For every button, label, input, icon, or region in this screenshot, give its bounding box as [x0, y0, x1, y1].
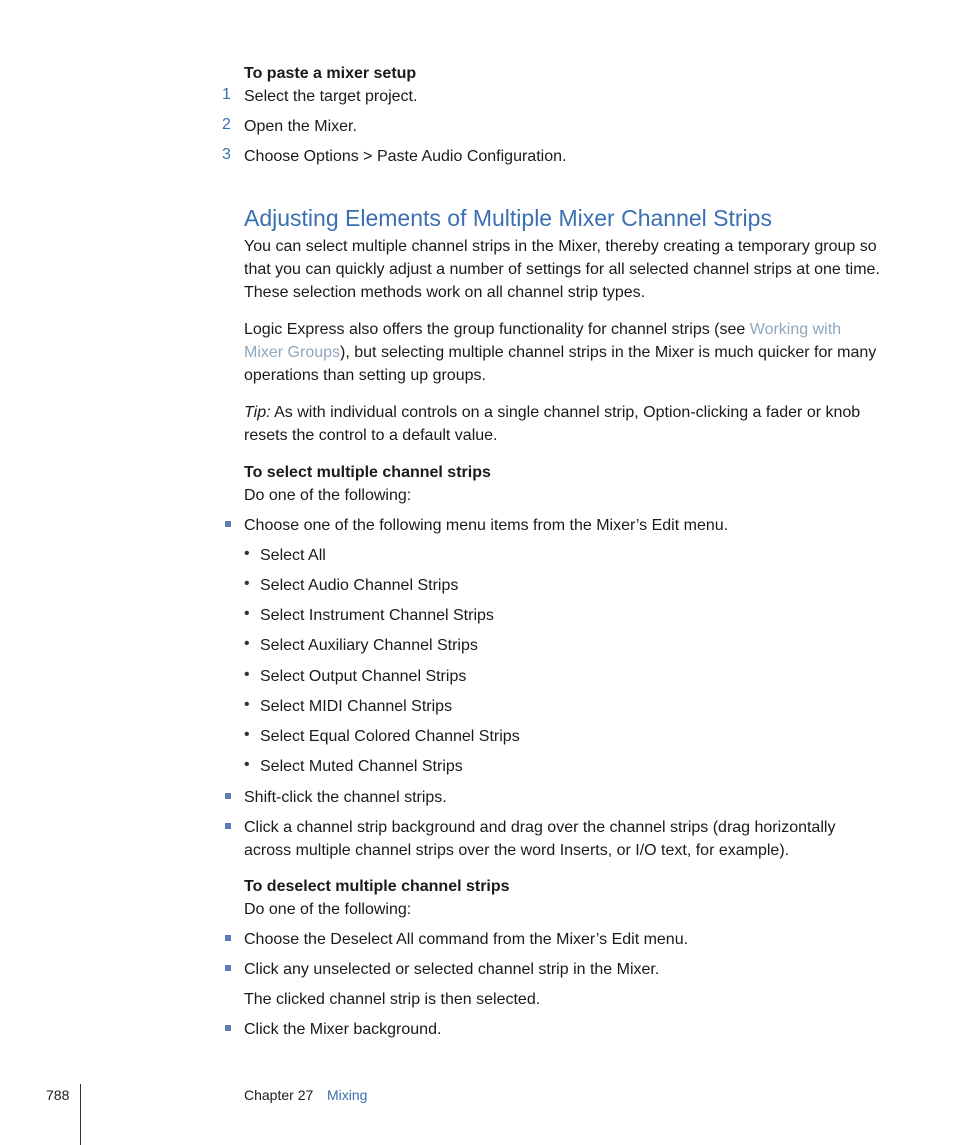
tip-label: Tip: — [244, 404, 271, 421]
intro-paragraph: You can select multiple channel strips in the Mixer, thereby creating a temporary group so that you can quickly adjust a number of settings for all selected channel strips at one time. These selection methods work on all channel strip types. — [244, 238, 880, 301]
bullet-square-icon — [225, 521, 231, 527]
page-number: 788 — [46, 1087, 70, 1103]
step-number: 2 — [222, 116, 231, 133]
bullet-square-icon — [225, 965, 231, 971]
step-number: 1 — [222, 86, 231, 103]
groups-paragraph-text-end: ), but selecting multiple channel strips in the Mixer is much quicker for many operations than setting up groups. — [244, 344, 877, 384]
menu-item-select-equal-colored: Select Equal Colored Channel Strips — [260, 728, 520, 745]
menu-item-select-instrument: Select Instrument Channel Strips — [260, 607, 494, 624]
footer-divider — [80, 1084, 81, 1145]
menu-item-select-muted: Select Muted Channel Strips — [260, 758, 463, 775]
tip-text: As with individual controls on a single channel strip, Option-clicking a fader or knob resets the control to a default value. — [244, 404, 861, 444]
bullet-dot-icon: • — [244, 545, 250, 562]
bullet-dot-icon: • — [244, 696, 250, 713]
tip-paragraph — [244, 401, 884, 447]
groups-paragraph — [244, 318, 884, 387]
groups-paragraph-text: Logic Express also offers the group functionality for channel strips (see — [244, 321, 750, 338]
bullet-item: Shift-click the channel strips. — [244, 789, 447, 806]
menu-item-select-output: Select Output Channel Strips — [260, 668, 467, 685]
bullet-item-line: across multiple channel strips over the word Inserts, or I/O text, for example). — [244, 842, 790, 859]
bullet-dot-icon: • — [244, 666, 250, 683]
bullet-dot-icon: • — [244, 605, 250, 622]
section-heading: Adjusting Elements of Multiple Mixer Channel Strips — [244, 205, 772, 231]
select-procedure-title: To select multiple channel strips — [244, 464, 491, 481]
deselect-intro: Do one of the following: — [244, 901, 412, 918]
working-with-mixer-groups-link[interactable]: Working with Mixer Groups — [244, 321, 842, 361]
bullet-dot-icon: • — [244, 726, 250, 743]
bullet-square-icon — [225, 793, 231, 799]
menu-item-select-midi: Select MIDI Channel Strips — [260, 698, 453, 715]
deselect-procedure-title: To deselect multiple channel strips — [244, 878, 510, 895]
footer-chapter: Chapter 27 — [244, 1087, 314, 1103]
bullet-square-icon — [225, 935, 231, 941]
bullet-dot-icon: • — [244, 756, 250, 773]
bullet-item: Click any unselected or selected channel strip in the Mixer. — [244, 961, 660, 978]
footer-section-link[interactable]: Mixing — [327, 1087, 368, 1103]
step-text: Select the target project. — [244, 88, 418, 105]
menu-item-select-all: Select All — [260, 547, 326, 564]
select-intro: Do one of the following: — [244, 487, 412, 504]
bullet-square-icon — [225, 1025, 231, 1031]
bullet-square-icon — [225, 823, 231, 829]
bullet-item: Click the Mixer background. — [244, 1021, 442, 1038]
bullet-item-line: Click a channel strip background and drag over the channel strips (drag horizontally — [244, 819, 836, 836]
step-text: Open the Mixer. — [244, 118, 357, 135]
bullet-item: Choose the Deselect All command from the Mixer’s Edit menu. — [244, 931, 689, 948]
bullet-item-note: The clicked channel strip is then selected. — [244, 991, 541, 1008]
bullet-dot-icon: • — [244, 575, 250, 592]
step-number: 3 — [222, 146, 231, 163]
menu-item-select-audio: Select Audio Channel Strips — [260, 577, 459, 594]
step-text: Choose Options > Paste Audio Configuration. — [244, 148, 567, 165]
bullet-dot-icon: • — [244, 635, 250, 652]
paste-procedure-title: To paste a mixer setup — [244, 65, 417, 82]
menu-item-select-auxiliary: Select Auxiliary Channel Strips — [260, 637, 478, 654]
bullet-item: Choose one of the following menu items from the Mixer’s Edit menu. — [244, 517, 729, 534]
